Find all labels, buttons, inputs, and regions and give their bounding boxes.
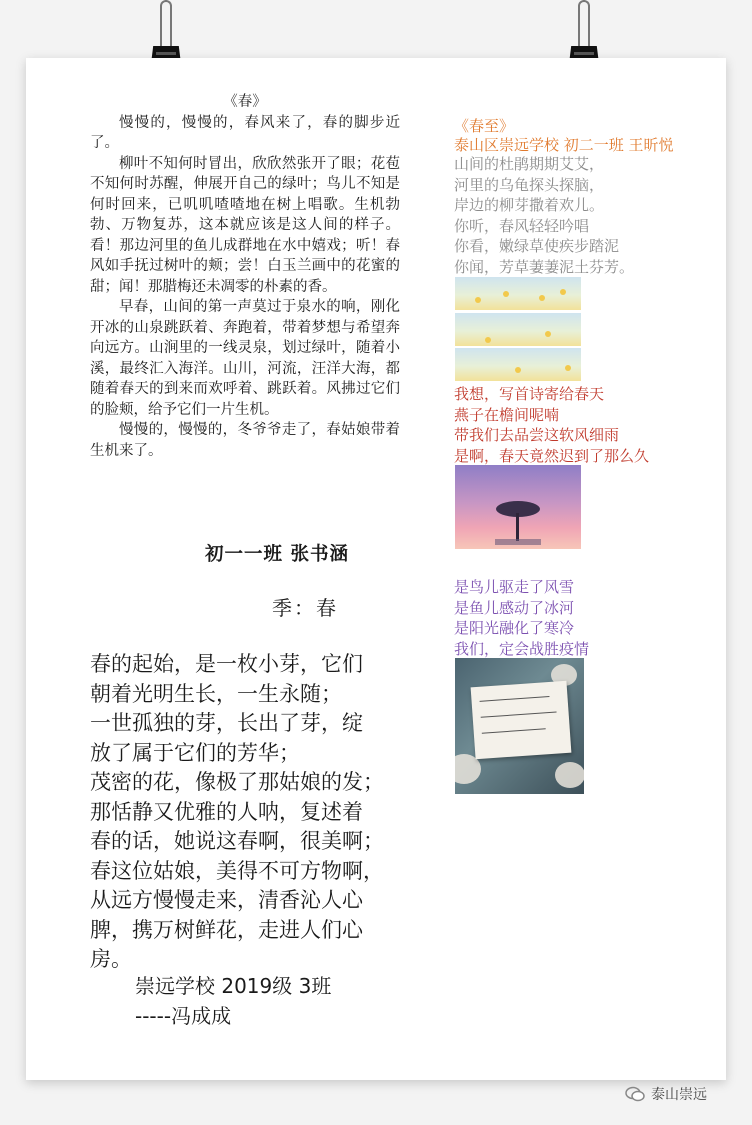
poem-spring-paragraph: 慢慢的，慢慢的，冬爷爷走了，春姑娘带着生机来了。	[90, 422, 400, 459]
poem-season-school: 崇远学校 2019级 3班	[135, 974, 332, 998]
poem-line: 春的起始，是一枚小芽，它们	[90, 652, 363, 676]
poem-spring-author: 初一一班 张书涵	[205, 544, 349, 565]
poem-arrival-byline: 泰山区崇远学校 初二一班 王昕悦	[454, 136, 674, 154]
poem-line: 是啊，春天竟然迟到了那么久	[454, 446, 650, 465]
poem-spring	[90, 92, 400, 461]
poem-spring-paragraph: 慢慢的，慢慢的，春风来了，春的脚步近了。	[90, 114, 400, 151]
handwritten-note	[471, 681, 572, 760]
poem-spring-paragraph: 早春，山间的第一声莫过于泉水的响，刚化开冰的山泉跳跃着、奔跑着，带着梦想与希望奔向远方。山涧里的一线灵泉，划过绿叶，随着小溪，最终汇入海洋。山川，河流，汪洋大海，都随着春天的到来而欢呼着、跳跃着。风拂过它们的脸颊，给予它们一片生机。	[90, 299, 400, 418]
poem-season-author: -----冯成成	[135, 1004, 232, 1028]
poem-line: 你看，嫩绿草使疾步踏泥	[454, 237, 620, 255]
poem-line: 你听，春风轻轻吟唱	[454, 216, 590, 235]
poem-line: 春的话，她说这春啊，很美啊；	[90, 829, 384, 853]
watermark	[625, 1084, 707, 1104]
poem-line: 带我们去品尝这软风细雨	[454, 426, 620, 444]
poem-arrival-stanza-2	[454, 384, 649, 466]
poem-line: 河里的乌龟探头探脑，	[454, 175, 605, 194]
sunset-tree-image	[455, 465, 581, 549]
poem-line: 我们，定会战胜疫情	[454, 639, 590, 658]
poem-line: 岸边的柳芽撒着欢儿。	[454, 196, 605, 214]
poem-line: 是鸟儿驱走了风雪	[454, 578, 575, 596]
poem-line: 是阳光融化了寒冷	[454, 619, 575, 637]
poem-line: 一世孤独的芽，长出了芽，绽	[90, 711, 363, 735]
flower-field-image	[455, 277, 581, 381]
wechat-icon	[625, 1086, 645, 1102]
poem-line: 山间的杜鹃期期艾艾，	[454, 155, 605, 173]
poem-line: 那恬静又优雅的人呐，复述着	[90, 799, 363, 824]
poem-line: 春这位姑娘，美得不可方物啊，	[90, 858, 384, 883]
poem-line: 我想，写首诗寄给春天	[454, 385, 605, 403]
poem-arrival-stanza-1	[454, 154, 634, 277]
poem-line: 脾，携万树鲜花，走进人们心	[90, 917, 363, 942]
handwritten-note-image	[455, 658, 584, 794]
poem-arrival-stanza-3	[454, 577, 589, 659]
poem-season-body	[90, 650, 420, 975]
poem-season-title: 季：春	[272, 596, 338, 620]
poem-line: 是鱼儿感动了冰河	[454, 598, 575, 617]
poem-line: 燕子在檐间呢喃	[454, 405, 560, 424]
poem-line: 从远方慢慢走来，清香沁人心	[90, 888, 363, 912]
poem-arrival-title: 《春至》	[454, 117, 515, 135]
poem-spring-paragraph: 柳叶不知何时冒出，欣欣然张开了眼；花苞不知何时苏醒，伸展开自己的绿叶；鸟儿不知是何时回来，已叽叽喳喳地在树上唱歌。生机勃勃、万物复苏，这本就应该是这人间的样子。看！那边河里的鱼儿成群地在水中嬉戏；听！春风如手抚过树叶的颊；尝！白玉兰画中的花蜜的甜；闻！那腊梅还未凋零的朴素的香。	[90, 155, 400, 295]
poem-line: 朝着光明生长，一生永随；	[90, 681, 342, 706]
watermark-text: 泰山崇远	[651, 1087, 707, 1103]
poem-spring-title: 《春》	[223, 94, 267, 110]
poem-line: 茂密的花，像极了那姑娘的发；	[90, 770, 384, 794]
poem-line: 房。	[90, 947, 132, 971]
poem-line: 放了属于它们的芳华；	[90, 740, 300, 765]
poem-line: 你闻，芳草萋萋泥土芬芳。	[454, 257, 635, 276]
